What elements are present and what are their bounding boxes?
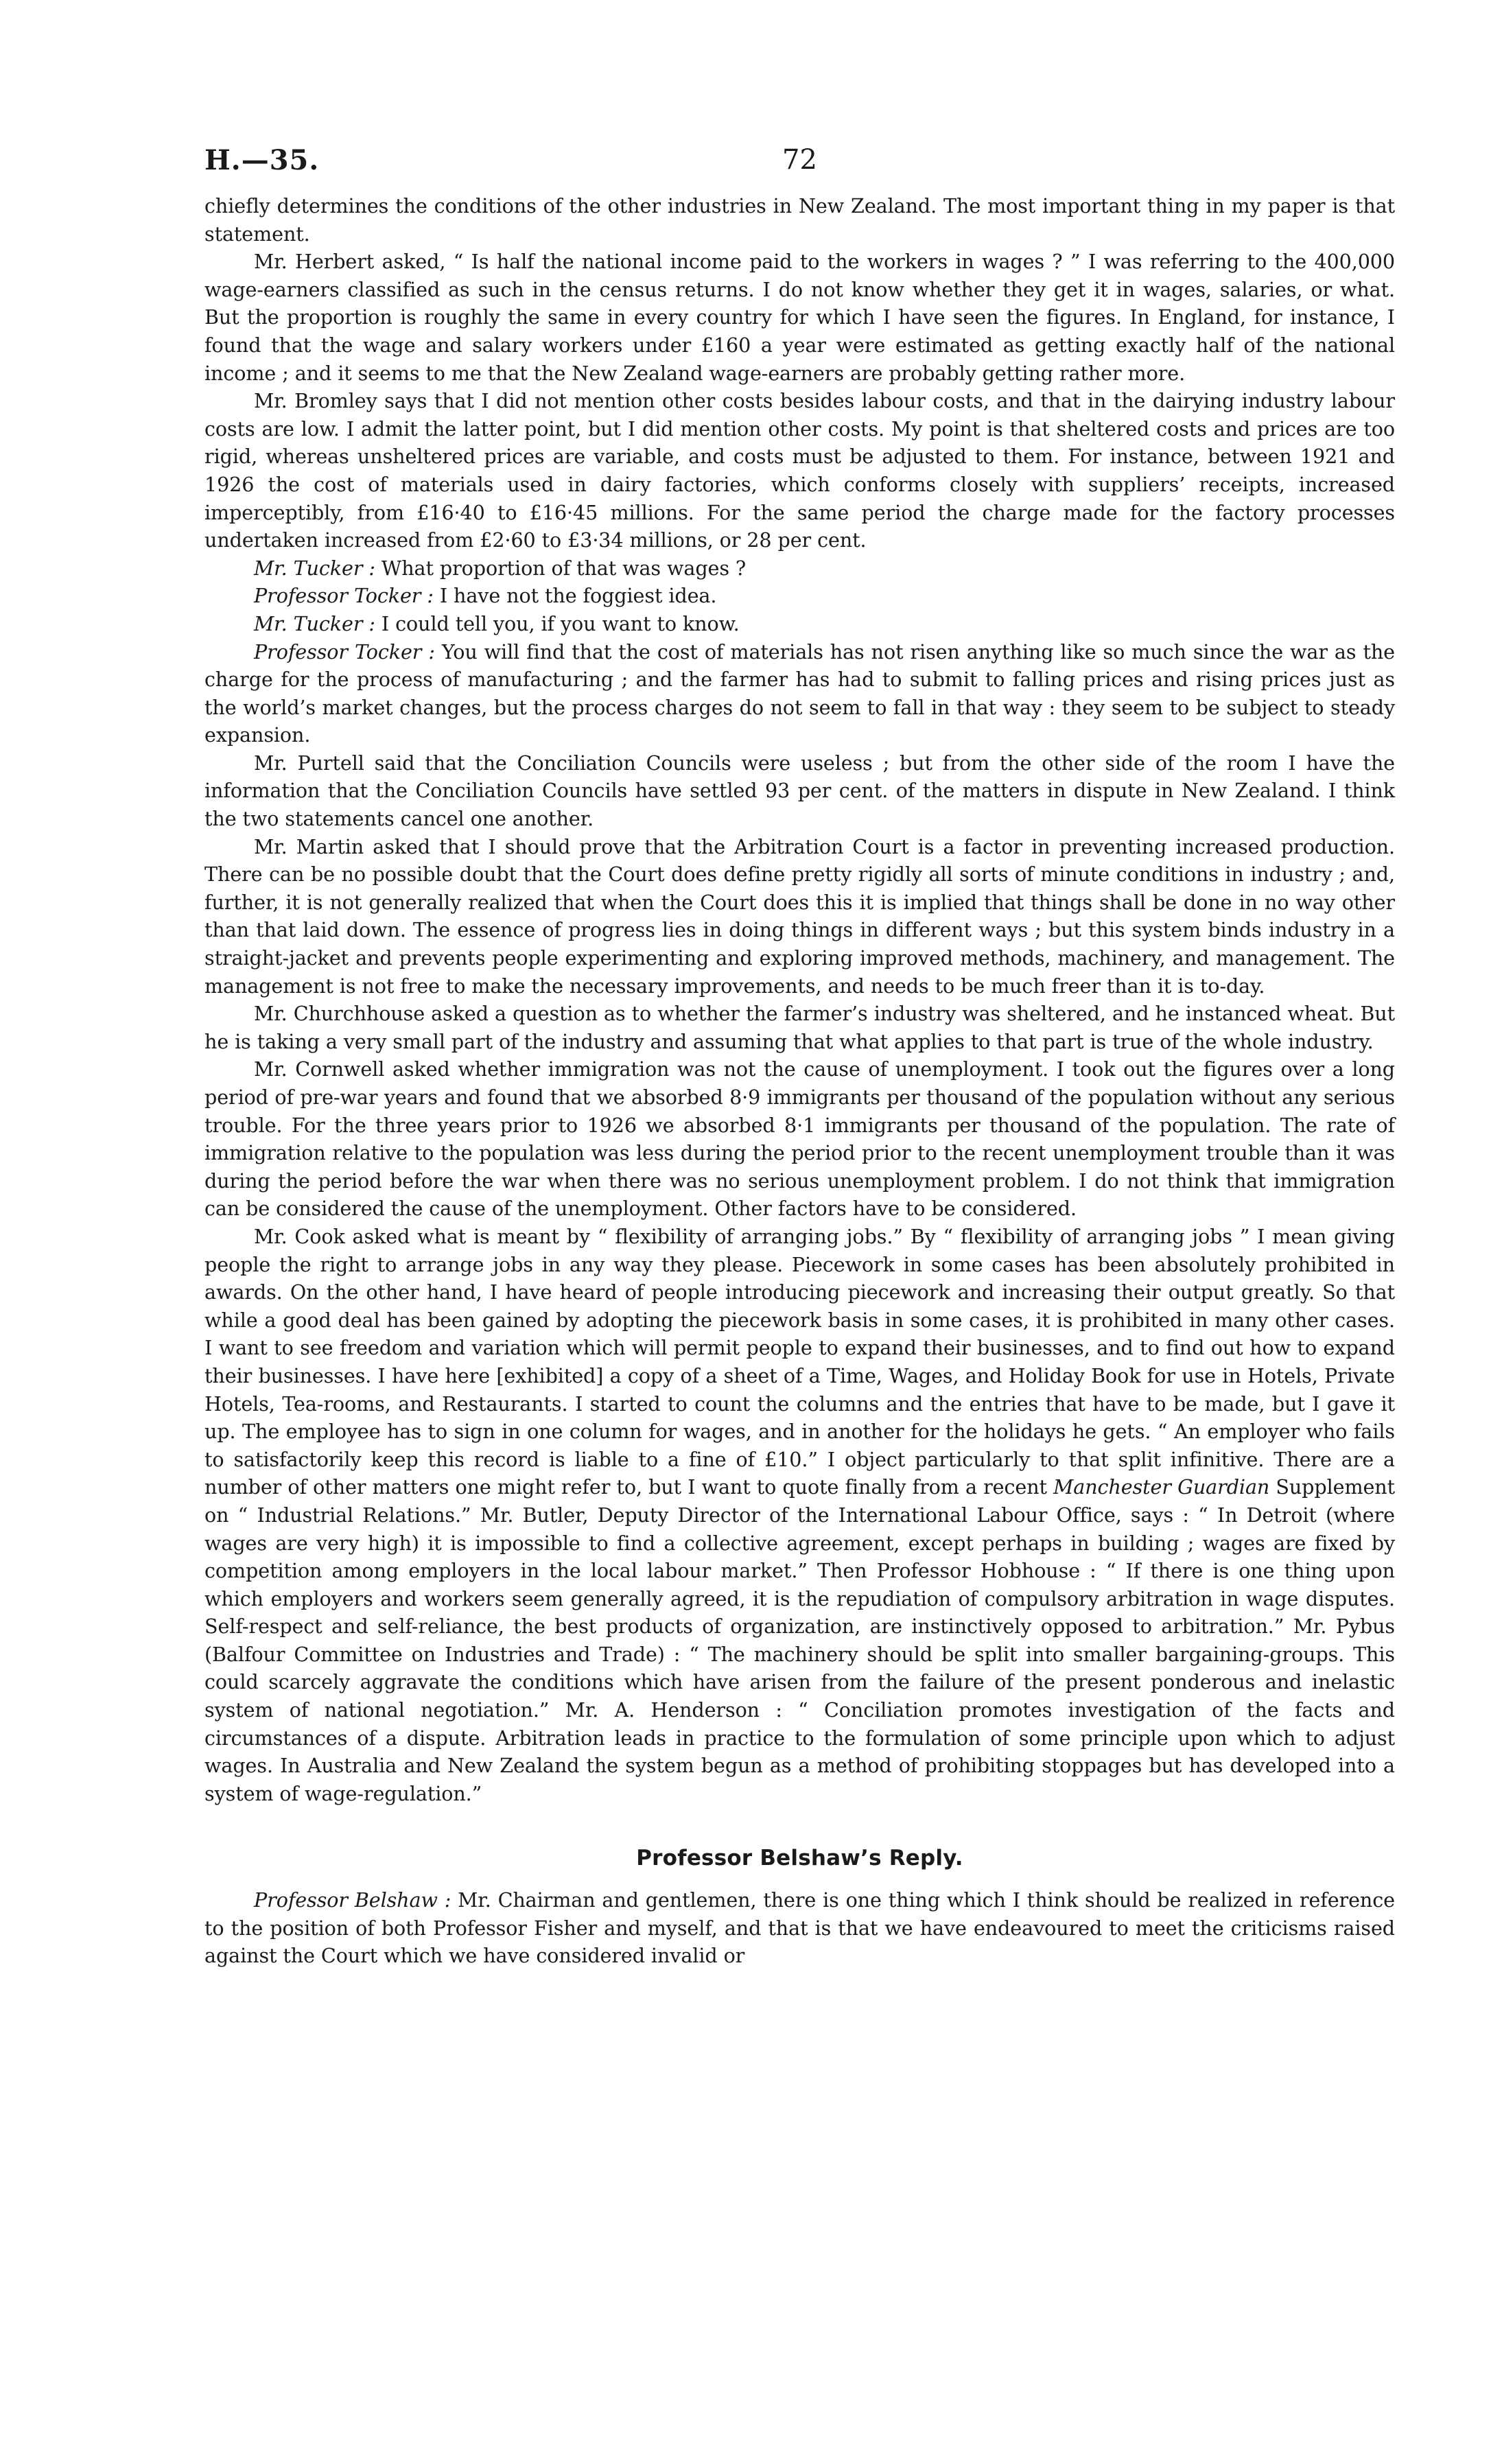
paragraph-text: Mr. Cook asked what is meant by “ flexibility of arranging jobs.” By “ flexibility of arranging jobs ” I mean giving people the right to arrange jobs in any way they please. Piecework in some cases has been absolutely prohibited in awards. On the other hand, I have heard of people introducing piecework and increasing their output greatly. So that while a good deal has been gained by adopting the piecework basis in some cases, it is prohibited in many other cases. I want to see freedom and variation which will permit people to expand their businesses, and to find out how to expand their businesses. I have here [exhibited] a copy of a sheet of a Time, Wages, and Holiday Book for use in Hotels, Private Hotels, Tea-rooms, and Restaurants. I started to count the columns and the entries that have to be made, but I gave it up. The employee has to sign in one column for wages, and in another for the holidays he gets. “ An employer who fails to satisfactorily keep this record is liable to a fine of £10.” I object particularly to that split infinitive. There are a number of other matters one might refer to, but I want to quote finally from a recent <box>204 1224 1395 1499</box>
dialogue-text: You will find that the cost of materials has not risen anything like so much since the war as the charge for the process of manufacturing ; and the farmer has had to submit to falling prices and rising prices just as the world’s market changes, but the process charges do not seem to fall in that way : they seem to be subject to steady expansion. <box>204 640 1395 747</box>
dialogue-line <box>204 638 1395 749</box>
page-number: 72 <box>782 144 817 176</box>
paragraph-text: Mr. Herbert asked, “ Is half the national income paid to the workers in wages ? ” I was referring to the 400,000 wage-earners classified as such in the census returns. I do not know whether they get it in wages, salaries, or what. But the proportion is roughly the same in every country for which I have seen the figures. In England, for instance, I found that the wage and salary workers under £160 a year were estimated as getting exactly half of the national income ; and it seems to me that the New Zealand wage-earners are probably getting rather more. <box>204 250 1395 385</box>
speaker-name: Mr. Tucker : <box>254 556 375 580</box>
paragraph-text: Mr. Churchhouse asked a question as to whether the farmer’s industry was sheltered, and he instanced wheat. But he is taking a very small part of the industry and assuming that what applies to that part is true of the whole industry. <box>204 1002 1395 1053</box>
paragraph-martin <box>204 833 1395 1000</box>
paragraph-bromley <box>204 387 1395 554</box>
body-text <box>204 192 1395 1970</box>
paragraph-text: Mr. Cornwell asked whether immigration was not the cause of unemployment. I took out the figures over a long period of pre-war years and found that we absorbed 8·9 immigrants per thousand of the population without any serious trouble. For the three years prior to 1926 we absorbed 8·1 immigrants per thousand of the population. The rate of immigration relative to the population was less during the period prior to the recent unemployment trouble than it was during the period before the war when there was no serious unemployment problem. I do not think that immigration can be considered the cause of the unemployment. Other factors have to be considered. <box>204 1057 1395 1221</box>
dialogue-text: Mr. Chairman and gentlemen, there is one thing which I think should be realized in reference to the position of both Professor Fisher and myself, and that is that we have endeavoured to meet the criticisms raised against the Court which we have considered invalid or <box>204 1888 1395 1968</box>
page-header <box>204 144 1395 192</box>
paragraph-belshaw <box>204 1886 1395 1970</box>
speaker-name: Mr. Tucker : <box>254 611 375 635</box>
paragraph-text: Mr. Purtell said that the Conciliation Councils were useless ; but from the other side of the room I have the information that the Conciliation Councils have settled 93 per cent. of the matters in dispute in New Zealand. I think the two statements cancel one another. <box>204 751 1395 831</box>
paragraph-herbert <box>204 248 1395 387</box>
paragraph-text: Mr. Martin asked that I should prove that the Arbitration Court is a factor in preventing increased production. There can be no possible doubt that the Court does define pretty rigidly all sorts of minute conditions in industry ; and, further, it is not generally realized that when the Court does this it is implied that things shall be done in no way other than that laid down. The essence of progress lies in doing things in different ways ; but this system binds industry in a straight-jacket and prevents people experimenting and exploring improved methods, machinery, and management. The management is not free to make the necessary improvements, and needs to be much freer than it is to-day. <box>204 834 1395 998</box>
document-page <box>204 144 1395 1970</box>
dialogue-line <box>204 554 1395 583</box>
speaker-name: Professor Belshaw : <box>254 1888 451 1912</box>
dialogue-line <box>204 582 1395 610</box>
paragraph-text: Mr. Bromley says that I did not mention other costs besides labour costs, and that in the dairying industry labour costs are low. I admit the latter point, but I did mention other costs. My point is that sheltered costs and prices are too rigid, whereas unsheltered prices are variable, and costs must be adjusted to them. For instance, between 1921 and 1926 the cost of materials used in dairy factories, which conforms closely with suppliers’ receipts, increased imperceptibly, from £16·40 to £16·45 millions. For the same period the charge made for the factory processes undertaken increased from £2·60 to £3·34 millions, or 28 per cent. <box>204 389 1395 552</box>
dialogue-text: I could tell you, if you want to know. <box>375 611 740 635</box>
paragraph-text: chiefly determines the conditions of the other industries in New Zealand. The most important thing in my paper is that statement. <box>204 194 1395 246</box>
dialogue-line <box>204 610 1395 638</box>
paragraph-continuation <box>204 192 1395 248</box>
document-reference: H.—35. <box>204 144 320 176</box>
paragraph-churchhouse <box>204 1000 1395 1055</box>
speaker-name: Professor Tocker : <box>254 584 434 608</box>
speaker-name: Professor Tocker : <box>254 640 435 664</box>
paragraph-text: Supplement on “ Industrial Relations.” Mr. Butler, Deputy Director of the International Labour Office, says : “ In Detroit (where wages are very high) it is impossible to find a collective agreement, except perhaps in building ; wages are fixed by competition among employers in the local labour market.” Then Professor Hobhouse : “ If there is one thing upon which employers and workers seem generally agreed, it is the repudiation of compulsory arbitration in wage disputes. Self-respect and self-reliance, the best products of organization, are instinctively opposed to arbitration.” Mr. Pybus (Balfour Committee on Industries and Trade) : “ The machinery should be split into smaller bargaining-groups. This could scarcely aggravate the conditions which have arisen from the failure of the present ponderous and inelastic system of national negotiation.” Mr. A. Henderson : “ Conciliation promotes investigation of the facts and circumstances of a dispute. Arbitration leads in practice to the formulation of some principle upon which to adjust wages. In Australia and New Zealand the system begun as a method of prohibiting stoppages but has developed into a system of wage-regulation.” <box>204 1475 1395 1805</box>
section-heading: Professor Belshaw’s Reply. <box>636 1846 963 1871</box>
paragraph-purtell <box>204 749 1395 833</box>
dialogue-text: What proportion of that was wages ? <box>375 556 747 580</box>
dialogue-text: I have not the foggiest idea. <box>433 584 717 608</box>
paragraph-cook <box>204 1223 1395 1807</box>
publication-title: Manchester Guardian <box>1053 1475 1270 1499</box>
paragraph-cornwell <box>204 1055 1395 1223</box>
